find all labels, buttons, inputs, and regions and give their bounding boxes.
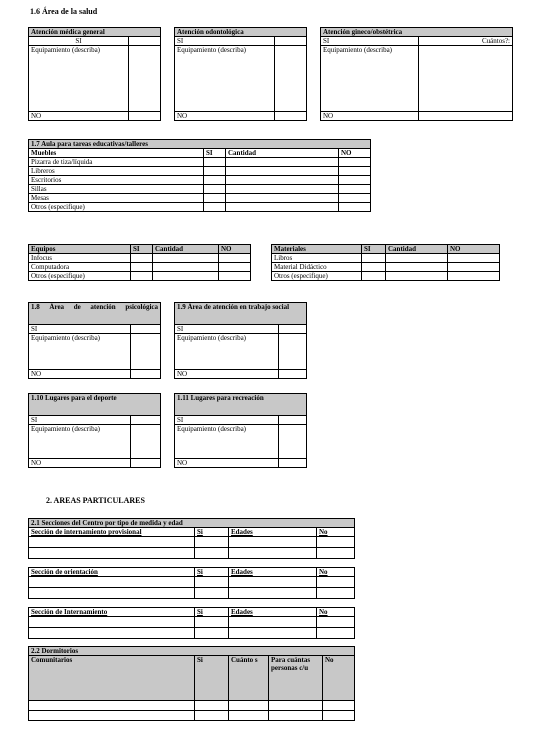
cell[interactable] [317,577,355,588]
si-cell[interactable] [129,37,161,46]
si-cell[interactable] [279,416,307,425]
no-cell[interactable] [275,112,307,121]
cell[interactable] [29,548,195,559]
si-cell[interactable] [131,416,161,425]
equipment-label: Equipamiento (describa) [175,425,279,459]
si-label: SI [29,325,131,334]
block-label: Sección de Internamiento [29,608,195,617]
table-row [29,559,355,568]
cell[interactable] [339,167,371,176]
row-label: Otros (especifique) [29,272,131,281]
si-label: Si [195,608,229,617]
table-row [29,194,371,203]
spacer [29,559,355,568]
edades-label: Edades [229,608,317,617]
equipment-label: Equipamiento (describa) [29,334,131,370]
sections-table [28,518,355,639]
col-header: Muebles [29,149,204,158]
cell[interactable] [153,254,219,263]
si-label: SI [175,416,279,425]
cell[interactable] [204,167,226,176]
si-label: Si [195,528,229,537]
equipment-cell[interactable] [275,46,307,112]
no-label: NO [175,112,275,121]
no-cell[interactable] [131,370,161,379]
cell[interactable] [204,158,226,167]
edades-label: Edades [229,528,317,537]
cell[interactable] [204,203,226,212]
table-row [29,599,355,608]
row-label: Libros [272,254,362,263]
recreation-area-box [174,393,307,468]
cell[interactable] [204,176,226,185]
cell[interactable] [219,263,251,272]
cell[interactable] [131,263,153,272]
cell[interactable] [29,628,195,639]
cell[interactable] [339,203,371,212]
row-label: Pizarra de tiza/líquida [29,158,204,167]
psych-area-box [28,302,161,379]
cell[interactable] [229,617,317,628]
cell[interactable] [317,628,355,639]
cell[interactable] [195,628,229,639]
social-work-box [174,302,307,379]
edades-label: Edades [229,568,317,577]
cell[interactable] [226,158,339,167]
equipment-cell[interactable] [129,46,161,112]
col-header: Cantidad [226,149,339,158]
cell[interactable] [195,617,229,628]
section-2-1-title: 2.1 Secciones del Centro por tipo de medida y edad [29,519,355,528]
table-row [29,158,371,167]
cell[interactable] [317,588,355,599]
cell[interactable] [386,263,448,272]
section-1-6-title: 1.6 Área de la salud [30,7,98,16]
equipment-cell[interactable] [279,425,307,459]
gyneco-care-title: Atención gineco/obstétrica [321,28,513,37]
section-1-11-title: 1.11 Lugares para recreación [175,394,307,416]
cell[interactable] [226,176,339,185]
cell[interactable] [226,167,339,176]
no-label: No [317,608,355,617]
cell[interactable] [339,185,371,194]
cell[interactable] [153,263,219,272]
cell[interactable] [226,185,339,194]
table-row [29,203,371,212]
row-label: Libreros [29,167,204,176]
si-cell[interactable] [279,325,307,334]
col-header: Cantidad [153,245,219,254]
cell[interactable] [131,272,153,281]
no-cell[interactable] [131,459,161,468]
table-row [29,711,355,721]
cell[interactable] [269,711,323,721]
dental-care-title: Atención odontológica [175,28,307,37]
equipment-cell[interactable] [131,425,161,459]
no-cell[interactable] [279,459,307,468]
row-label: Mesas [29,194,204,203]
cell[interactable] [229,577,317,588]
table-row [29,701,355,711]
cell[interactable] [362,272,386,281]
col-header: NO [339,149,371,158]
si-label: SI [175,37,275,46]
equipment-cell[interactable] [131,334,161,370]
cell[interactable] [339,194,371,203]
cell[interactable] [29,537,195,548]
cell[interactable] [386,254,448,263]
section-1-10-title: 1.10 Lugares para el deporte [29,394,161,416]
materials-table [271,244,500,281]
cell[interactable] [229,628,317,639]
table-row [29,628,355,639]
si-label: Si [195,568,229,577]
si-label: SI [175,325,279,334]
si-label: SI [29,416,131,425]
section-2-title: 2. AREAS PARTICULARES [46,496,145,505]
table-row [29,272,251,281]
col-header: Materiales [272,245,362,254]
cell[interactable] [323,711,355,721]
col-header: Equipos [29,245,131,254]
no-label: NO [321,112,419,121]
equipment-cell[interactable] [419,46,513,112]
block-label: Sección de orientación [29,568,195,577]
cell[interactable] [339,176,371,185]
cell[interactable] [195,548,229,559]
cell[interactable] [362,254,386,263]
block-label: Sección de internamiento provisional [29,528,195,537]
cell[interactable] [339,158,371,167]
cell[interactable] [153,272,219,281]
section-1-8-title: 1.8 Área de atención psicológica [29,303,161,325]
cell[interactable] [29,701,195,711]
table-row [29,185,371,194]
equipment-label: Equipamiento (describa) [29,46,129,112]
cell[interactable] [204,194,226,203]
si-label: SI [29,37,129,46]
table-row [29,588,355,599]
no-label: NO [175,459,279,468]
cell[interactable] [317,617,355,628]
health-box-general [28,27,161,121]
row-label: Material Didáctico [272,263,362,272]
cell[interactable] [195,537,229,548]
col-header: Si [195,656,229,701]
col-header: Comunitarios [29,656,195,701]
si-cell[interactable] [275,37,307,46]
col-header: NO [448,245,500,254]
cell[interactable] [229,711,269,721]
table-row [272,254,500,263]
health-box-dental [174,27,307,121]
cell[interactable] [317,548,355,559]
table-row [29,548,355,559]
row-label: Otros (especifique) [272,272,362,281]
cell[interactable] [29,617,195,628]
cell[interactable] [269,701,323,711]
si-cell[interactable] [131,325,161,334]
table-row [29,617,355,628]
equipment-label: Equipamiento (describa) [175,334,279,370]
no-label: No [317,528,355,537]
no-label: NO [175,370,279,379]
no-cell[interactable] [279,370,307,379]
cell[interactable] [226,203,339,212]
equipment-table [28,244,251,281]
table-row [29,167,371,176]
cell[interactable] [448,272,500,281]
table-row [272,263,500,272]
cell[interactable] [323,701,355,711]
equipment-label: Equipamiento (describa) [321,46,419,112]
cell[interactable] [195,588,229,599]
sports-area-box [28,393,161,468]
cell[interactable] [229,537,317,548]
spacer [29,599,355,608]
row-label: Sillas [29,185,204,194]
no-label: NO [29,370,131,379]
table-row [29,577,355,588]
col-header: SI [131,245,153,254]
cell[interactable] [195,711,229,721]
cell[interactable] [29,588,195,599]
cell[interactable] [29,577,195,588]
cell[interactable] [226,194,339,203]
cell[interactable] [229,548,317,559]
dormitories-table [28,646,355,721]
table-row [272,272,500,281]
cell[interactable] [219,254,251,263]
cell[interactable] [317,537,355,548]
col-header: Cuánto s [229,656,269,701]
health-box-gyneco [320,27,513,121]
col-header: Para cuántas personas c/u [269,656,323,701]
cell[interactable] [229,588,317,599]
si-label: SI [321,37,419,46]
row-label: Computadora [29,263,131,272]
cell[interactable] [229,701,269,711]
cell[interactable] [195,577,229,588]
row-label: Infocus [29,254,131,263]
classroom-furniture-table [28,139,371,212]
no-cell[interactable] [419,112,513,121]
cell[interactable] [195,701,229,711]
table-row [29,176,371,185]
cell[interactable] [386,272,448,281]
section-1-9-title: 1.9 Área de atención en trabajo social [175,303,307,325]
cell[interactable] [219,272,251,281]
cell[interactable] [29,711,195,721]
equipment-label: Equipamiento (describa) [175,46,275,112]
section-1-7-title: 1.7 Aula para tareas educativas/talleres [29,140,371,149]
col-header: SI [362,245,386,254]
cuantos-label: Cuántos?: [419,37,513,46]
general-care-title: Atención médica general [29,28,161,37]
row-label: Escritorios [29,176,204,185]
cell[interactable] [448,254,500,263]
no-label: No [317,568,355,577]
no-cell[interactable] [129,112,161,121]
cell[interactable] [204,185,226,194]
table-row [29,263,251,272]
table-row [29,537,355,548]
col-header: SI [204,149,226,158]
no-label: NO [29,459,131,468]
equipment-cell[interactable] [279,334,307,370]
section-2-2-title: 2.2 Dormitorios [29,647,355,656]
table-row [29,254,251,263]
no-label: NO [29,112,129,121]
cell[interactable] [362,263,386,272]
col-header: NO [219,245,251,254]
cell[interactable] [131,254,153,263]
row-label: Otros (especifique) [29,203,204,212]
cell[interactable] [448,263,500,272]
col-header: No [323,656,355,701]
col-header: Cantidad [386,245,448,254]
equipment-label: Equipamiento (describa) [29,425,131,459]
